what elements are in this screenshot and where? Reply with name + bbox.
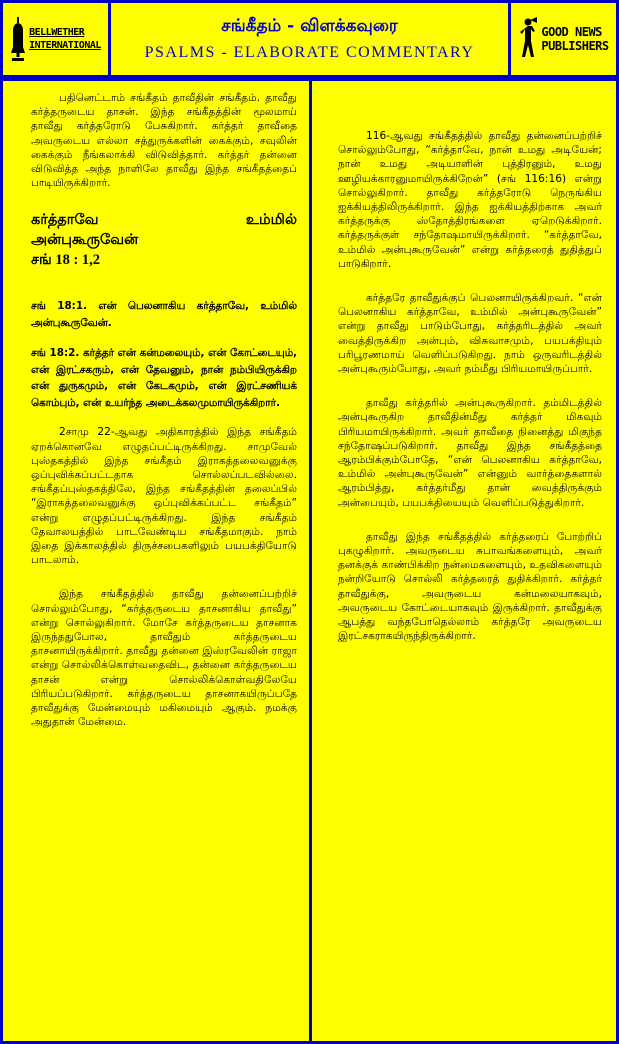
logo-line1: BELLWETHER [29,27,85,38]
paragraph-3: தாவீது கர்த்தரில் அன்புகூருகிறார். தம்மிடத்தில் அன்புகூருகிற தாவீதின்மீது கர்த்தர் மிகவும் பிரியமாயிருக்கிறார். அவர் தாவீதை நினைத்து மிகுந்த சந்தோஷப்படுகிறார். தாவீது இந்த சங்கீதத்தை ஆரம்பிக்கும்போதே, “என் பெலனாகிய கர்த்தாவே, உம்மில் அன்புகூருவேன்” என்னும் வார்த்தைகளால் ஆரம்பித்து, கர்த்தர்மீது தான் வைத்திருக்கும் அன்பையும், பயபக்தியையும் வெளிப்படுத்துகிறார். [338,397,602,509]
bell-icon [10,17,26,61]
heading-word-2: உம்மில் [245,212,297,229]
left-column [0,78,312,1044]
paragraph-4: தாவீது இந்த சங்கீதத்தில் கர்த்தரைப் போற்றிப் புகழுகிறார். அவருடைய சுபாவங்களையும், அவர் தனக்குக் காண்பிக்கிற நன்மைகளையும், உதவிகளையும் நன்றியோடு சொல்லி கர்த்தரைத் துதிக்கிறார். கர்த்தர் தாவீதுக்கு, அவருடைய கன்மலையாகவும், அவருடைய கோட்டையாகவும் இருக்கிறார். தாவீதுக்கு ஆபத்து வந்தபோதெல்லாம் கர்த்தரே அவருடைய இரட்சகராகயிருந்திருக்கிறார். [338,530,602,643]
verse-2: சங் 18:2. கர்த்தர் என் கன்மலையும், என் கோட்டையும், என் இரட்சகரும், என் தேவனும், நான் நம்பியிருக்கிற என் துருகமும், என் கேடகமும், என் இரட்சணியக் கொம்பும், என் உயர்ந்த அடைக்கலமுமாயிருக்கிறார். [31,347,297,409]
heading-line-2: அன்புகூருவேன் [31,232,139,249]
logo-line1: GOOD NEWS [541,25,602,39]
paragraph-3: இந்த சங்கீதத்தில் தாவீது தன்னைப்பற்றிச் சொல்லும்போது, “கர்த்தருடைய தாசனாகிய தாவீது” என்று சொல்லுகிறார். மோசே கர்த்தருடைய தாசனாக இருந்ததுபோல, தாவீதும் கர்த்தருடைய தாசனாயிருக்கிறார். தாவீது தன்னை இஸ்ரவேலின் ராஜா என்று சொல்லிக்கொள்வதைவிட, தன்னை கர்த்தருடைய தாசன் என்று சொல்லிக்கொள்வதிலேயே பிரியப்படுகிறார். கர்த்தருடைய தாசனாகயிருப்பதே தாவீதுக்கு மேன்மையும் மகிமையும் ஆகும். நமக்கு அதுதான் மேன்மை. [31,588,297,729]
header-title-block [111,3,508,75]
bellwether-logo [3,3,111,75]
paragraph-1: 116-ஆவது சங்கீதத்தில் தாவீது தன்னைப்பற்றிச் சொல்லும்போது, “கர்த்தாவே, நான் உமது அடியேன்; நான் உமது அடியாளின் புத்திரனும், உமது ஊழியக்காரனுமாயிருக்கிறேன்” (சங் 116:16) என்று சொல்லுகிறார். தாவீது கர்த்தரோடு நெருங்கிய ஐக்கியத்திலிருக்கிறார். இந்த ஐக்கியத்திற்காக அவர் கர்த்தருக்கு ஸ்தோத்திரங்களை ஏறெடுக்கிறார். கர்த்தருக்குள் சந்தோஷமாயிருக்கிறார். “கர்த்தாவே, உம்மில் அன்புகூருவேன்” என்று கர்த்தரைத் துதித்துப் பாடுகிறார். [338,130,602,270]
good-news-logo [508,3,616,75]
header [0,0,619,78]
intro-paragraph: பதினெட்டாம் சங்கீதம் தாவீதின் சங்கீதம். தாவீது கர்த்தருடைய தாசன். இந்த சங்கீதத்தின் மூலமாய் தாவீது கர்த்தரோடு பேசுகிறார். கர்த்தர் தாவீதை அவருடைய எல்லா சத்துருக்களின் கைக்கும், சவுலின் கைக்கும் நீங்கலாக்கி விடுவித்தார். கர்த்தர் தன்னை விடுவித்த அந்த நாளிலே தாவீது இந்த சங்கீதத்தைப் பாடியிருக்கிறார். [31,92,297,190]
heading-reference: சங் 18 : 1,2 [31,252,101,269]
right-column [309,78,619,1044]
section-heading [31,210,297,270]
trumpeter-icon [518,17,538,61]
verse-1: சங் 18:1. என் பெலனாகிய கர்த்தாவே, உம்மில் அன்புகூருவேன். [31,300,297,329]
title-tamil: சங்கீதம் - விளக்கவுரை [221,16,398,36]
paragraph-2: 2சாமு 22-ஆவது அதிகாரத்தில் இந்த சங்கீதம் ஏறக்கொனவே எழுதப்பட்டிருக்கிறது. சாமுவேல் புஸ்தகத்தில் இந்த சங்கீதம் இராகத்தலைவனுக்கு ஒப்புவிக்கப்பட்டதாக சொல்லப்படவில்லை. சங்கீதப்புஸ்தகத்திலே, இந்த சங்கீதத்தின் தலைப்பில் “இராகத்தலைவனுக்கு ஒப்புவிக்கப்பட்ட சங்கீதம்” என்று எழுதப்பட்டிருக்கிறது. இந்த சங்கீதம் தேவாலயத்தில் பாடவேண்டிய சங்கீதமாகும். நாம் இதை இக்காலத்தில் திருச்சபைகளிலும் பயபக்தியோடு பாடலாம். [31,426,297,567]
title-english: PSALMS - ELABORATE COMMENTARY [144,44,475,61]
logo-line2: INTERNATIONAL [29,40,101,51]
logo-line2: PUBLISHERS [541,39,609,53]
heading-word-1: கர்த்தாவே [31,212,99,229]
paragraph-2: கர்த்தரே தாவீதுக்குப் பெலனாயிருக்கிறவர். “என் பெலனாகிய கர்த்தாவே, உம்மில் அன்புகூருவேன்” என்று தாவீது பாடும்போது, கர்த்தரிடத்தில் அவர் வைத்திருக்கிற அன்பும், விசுவாசமும், பயபக்தியும் பரிபூரணமாய் வெளிப்படுகிறது. நாம் ஒருவரிடத்தில் அன்புகூரும்போது, அவர் நம்மீது பிரியமாயிருப்பார். [338,292,602,376]
